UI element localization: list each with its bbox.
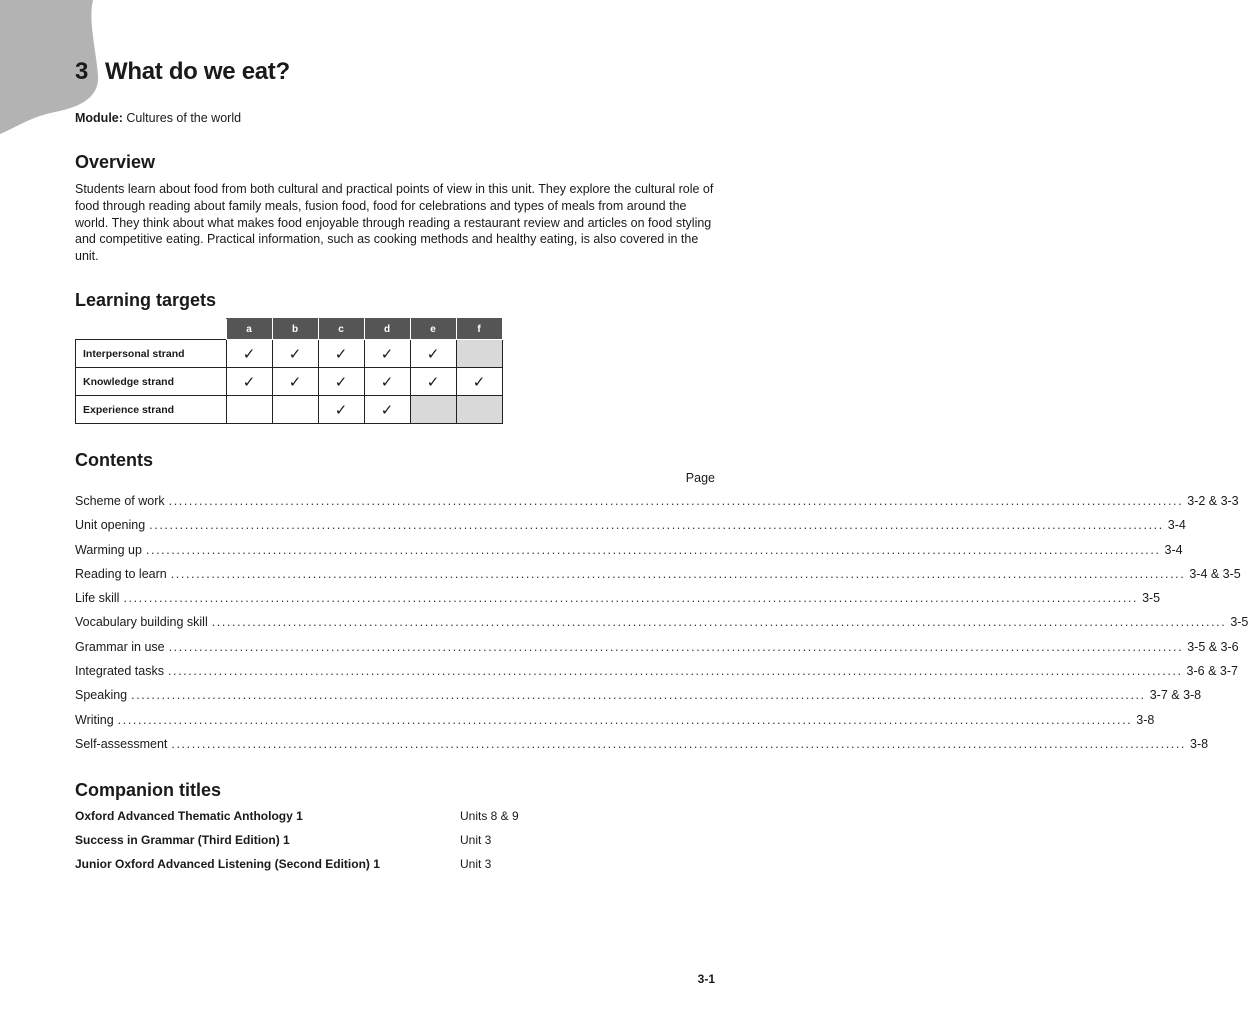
contents-item-page: 3-6 & 3-7 xyxy=(1186,664,1238,679)
empty-cell xyxy=(272,396,318,424)
contents-row xyxy=(75,566,1241,591)
checkmark-cell: ✓ xyxy=(226,340,272,368)
targets-column-header: f xyxy=(456,319,502,340)
contents-row xyxy=(75,518,1186,542)
contents-item-name: Reading to learn xyxy=(75,566,167,581)
dot-leader: ........................................................................................................................................................................................................ xyxy=(145,542,1161,557)
contents-item-name: Scheme of work xyxy=(75,494,165,508)
contents-row xyxy=(75,664,1238,688)
checkmark-cell: ✓ xyxy=(226,368,272,396)
checkmark-cell: ✓ xyxy=(410,340,456,368)
overview-text: Students learn about food from both cultural and practical points of view in this unit. They explore the cultural role of food through reading about family meals, fusion food, food for celebrations and types of meals from around the world. They think about what makes food enjoyable through reading a restaurant review and articles on food styling and competitive eating. Practical information, such as cooking methods and healthy eating, is also covered in the unit. xyxy=(75,182,714,264)
dot-leader: ........................................................................................................................................................................................................ xyxy=(168,639,1184,654)
module-label: Module: xyxy=(75,111,123,125)
checkmark-cell: ✓ xyxy=(410,368,456,396)
contents-item-name: Self-assessment xyxy=(75,736,168,751)
contents-row xyxy=(75,712,1155,737)
contents-item-name: Vocabulary building skill xyxy=(75,615,208,630)
checkmark-cell: ✓ xyxy=(272,368,318,396)
targets-row xyxy=(76,368,503,396)
page-column-label: Page xyxy=(685,471,715,485)
companion-units: Units 8 & 9 xyxy=(460,809,519,823)
learning-targets-heading: Learning targets xyxy=(75,290,217,310)
checkmark-cell: ✓ xyxy=(364,368,410,396)
contents-heading: Contents xyxy=(75,450,153,470)
contents-item-name: Warming up xyxy=(75,542,142,557)
contents-item-page: 3-5 xyxy=(1230,615,1248,630)
strand-label: Experience strand xyxy=(76,396,227,424)
dot-leader: ........................................................................................................................................................................................................ xyxy=(168,494,1184,508)
contents-item-name: Integrated tasks xyxy=(75,664,164,679)
shaded-cell xyxy=(410,396,456,424)
module-value: Cultures of the world xyxy=(126,111,242,125)
dot-leader: ........................................................................................................................................................................................................ xyxy=(149,518,1164,533)
companion-list xyxy=(75,809,715,881)
contents-list xyxy=(75,494,1248,761)
contents-row xyxy=(75,542,1183,567)
contents-item-page: 3-8 xyxy=(1136,712,1155,727)
checkmark-cell: ✓ xyxy=(364,340,410,368)
companion-heading: Companion titles xyxy=(75,780,222,800)
targets-column-header: c xyxy=(318,319,364,340)
targets-corner-cell xyxy=(76,319,227,340)
page-number: 3-1 xyxy=(697,972,715,986)
companion-row xyxy=(75,809,715,833)
dot-leader: ........................................................................................................................................................................................................ xyxy=(117,712,1133,727)
dot-leader: ........................................................................................................................................................................................................ xyxy=(170,566,1186,581)
dot-leader: ........................................................................................................................................................................................................ xyxy=(171,736,1186,751)
strand-label: Knowledge strand xyxy=(76,368,227,396)
checkmark-cell: ✓ xyxy=(272,340,318,368)
targets-header-row xyxy=(76,319,503,340)
page-title xyxy=(75,58,290,86)
contents-item-page: 3-5 xyxy=(1142,591,1161,606)
dot-leader: ........................................................................................................................................................................................................ xyxy=(131,688,1146,703)
overview-heading: Overview xyxy=(75,152,156,172)
unit-number: 3 xyxy=(75,58,89,85)
shaded-cell xyxy=(456,340,502,368)
contents-item-page: 3-7 & 3-8 xyxy=(1149,688,1202,703)
contents-item-page: 3-4 xyxy=(1164,542,1183,557)
contents-item-page: 3-2 & 3-3 xyxy=(1187,494,1239,508)
strand-label: Interpersonal strand xyxy=(76,340,227,368)
companion-row xyxy=(75,857,715,881)
checkmark-cell: ✓ xyxy=(456,368,502,396)
checkmark-cell: ✓ xyxy=(318,396,364,424)
companion-row xyxy=(75,833,715,857)
contents-row xyxy=(75,688,1202,712)
checkmark-cell: ✓ xyxy=(364,396,410,424)
contents-item-name: Grammar in use xyxy=(75,639,165,654)
shaded-cell xyxy=(456,396,502,424)
contents-row xyxy=(75,615,1248,639)
contents-item-page: 3-4 & 3-5 xyxy=(1189,566,1241,581)
learning-targets-table xyxy=(75,318,503,424)
dot-leader: ........................................................................................................................................................................................................ xyxy=(123,591,1139,606)
companion-units: Unit 3 xyxy=(460,833,492,847)
contents-item-page: 3-4 xyxy=(1167,518,1186,533)
contents-item-name: Speaking xyxy=(75,688,128,703)
contents-row xyxy=(75,591,1161,615)
companion-title: Success in Grammar (Third Edition) 1 xyxy=(75,833,290,847)
targets-row xyxy=(76,396,503,424)
empty-cell xyxy=(226,396,272,424)
companion-title: Junior Oxford Advanced Listening (Second Edition) 1 xyxy=(75,857,380,871)
targets-column-header: e xyxy=(410,319,456,340)
contents-item-page: 3-8 xyxy=(1190,736,1209,751)
companion-title: Oxford Advanced Thematic Anthology 1 xyxy=(75,809,303,823)
unit-title: What do we eat? xyxy=(105,58,290,85)
targets-column-header: b xyxy=(272,319,318,340)
targets-row xyxy=(76,340,503,368)
checkmark-cell: ✓ xyxy=(318,340,364,368)
targets-column-header: a xyxy=(226,319,272,340)
contents-item-name: Writing xyxy=(75,712,114,727)
contents-row xyxy=(75,736,1209,761)
dot-leader: ........................................................................................................................................................................................................ xyxy=(167,664,1183,679)
contents-item-name: Life skill xyxy=(75,591,120,606)
targets-column-header: d xyxy=(364,319,410,340)
contents-row xyxy=(75,639,1239,664)
dot-leader: ........................................................................................................................................................................................................ xyxy=(211,615,1227,630)
checkmark-cell: ✓ xyxy=(318,368,364,396)
contents-row xyxy=(75,494,1239,518)
module-line xyxy=(75,111,241,125)
companion-units: Unit 3 xyxy=(460,857,492,871)
contents-item-name: Unit opening xyxy=(75,518,146,533)
contents-item-page: 3-5 & 3-6 xyxy=(1187,639,1239,654)
